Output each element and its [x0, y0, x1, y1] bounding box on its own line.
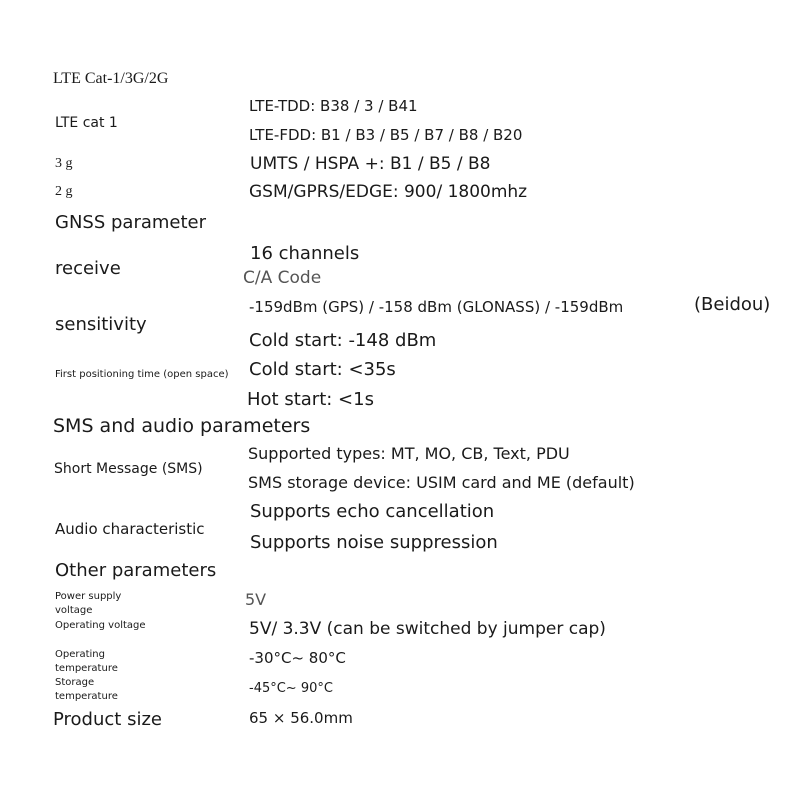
g3-value: UMTS / HSPA +: B1 / B5 / B8 — [250, 154, 491, 174]
lte-tdd-value: LTE-TDD: B38 / 3 / B41 — [249, 97, 418, 115]
operating-voltage-label: Operating voltage — [55, 620, 146, 631]
sms-storage: SMS storage device: USIM card and ME (default) — [248, 473, 635, 492]
g2-value: GSM/GPRS/EDGE: 900/ 1800mhz — [249, 182, 528, 202]
power-supply-value: 5V — [245, 590, 267, 609]
sensitivity-beidou: (Beidou) — [694, 294, 771, 315]
ttff-cold-start: Cold start: <35s — [249, 359, 396, 380]
ttff-label: First positioning time (open space) — [55, 369, 229, 380]
lte-cat1-label: LTE cat 1 — [55, 115, 118, 131]
receive-channels: 16 channels — [250, 243, 360, 264]
storage-temperature-value: -45°C~ 90°C — [249, 681, 333, 696]
receive-code: C/A Code — [243, 268, 322, 288]
storage-temperature-label: Storage temperature — [55, 677, 118, 702]
lte-section-title: LTE Cat-1/3G/2G — [53, 70, 169, 87]
gnss-section-title: GNSS parameter — [55, 212, 207, 233]
sensitivity-cold-start: Cold start: -148 dBm — [249, 330, 437, 351]
product-size-label: Product size — [53, 709, 162, 730]
sms-label: Short Message (SMS) — [54, 461, 203, 477]
other-section-title: Other parameters — [55, 560, 217, 581]
audio-label: Audio characteristic — [55, 520, 205, 538]
audio-noise: Supports noise suppression — [250, 532, 498, 553]
product-size-value: 65 × 56.0mm — [249, 709, 353, 727]
receive-label: receive — [55, 258, 121, 279]
power-supply-label: Power supply voltage — [55, 591, 122, 616]
operating-temperature-value: -30°C~ 80°C — [249, 649, 346, 667]
sensitivity-value: -159dBm (GPS) / -158 dBm (GLONASS) / -159dBm — [249, 298, 624, 316]
lte-fdd-value: LTE-FDD: B1 / B3 / B5 / B7 / B8 / B20 — [249, 126, 523, 144]
operating-temperature-label: Operating temperature — [55, 649, 118, 674]
g3-label: 3 g — [55, 156, 73, 171]
sensitivity-label: sensitivity — [55, 314, 147, 335]
operating-voltage-value: 5V/ 3.3V (can be switched by jumper cap) — [249, 619, 606, 639]
audio-echo: Supports echo cancellation — [250, 501, 495, 522]
sms-types: Supported types: MT, MO, CB, Text, PDU — [248, 444, 570, 463]
sms-section-title: SMS and audio parameters — [53, 415, 311, 437]
ttff-hot-start: Hot start: <1s — [247, 389, 374, 410]
g2-label: 2 g — [55, 184, 73, 199]
